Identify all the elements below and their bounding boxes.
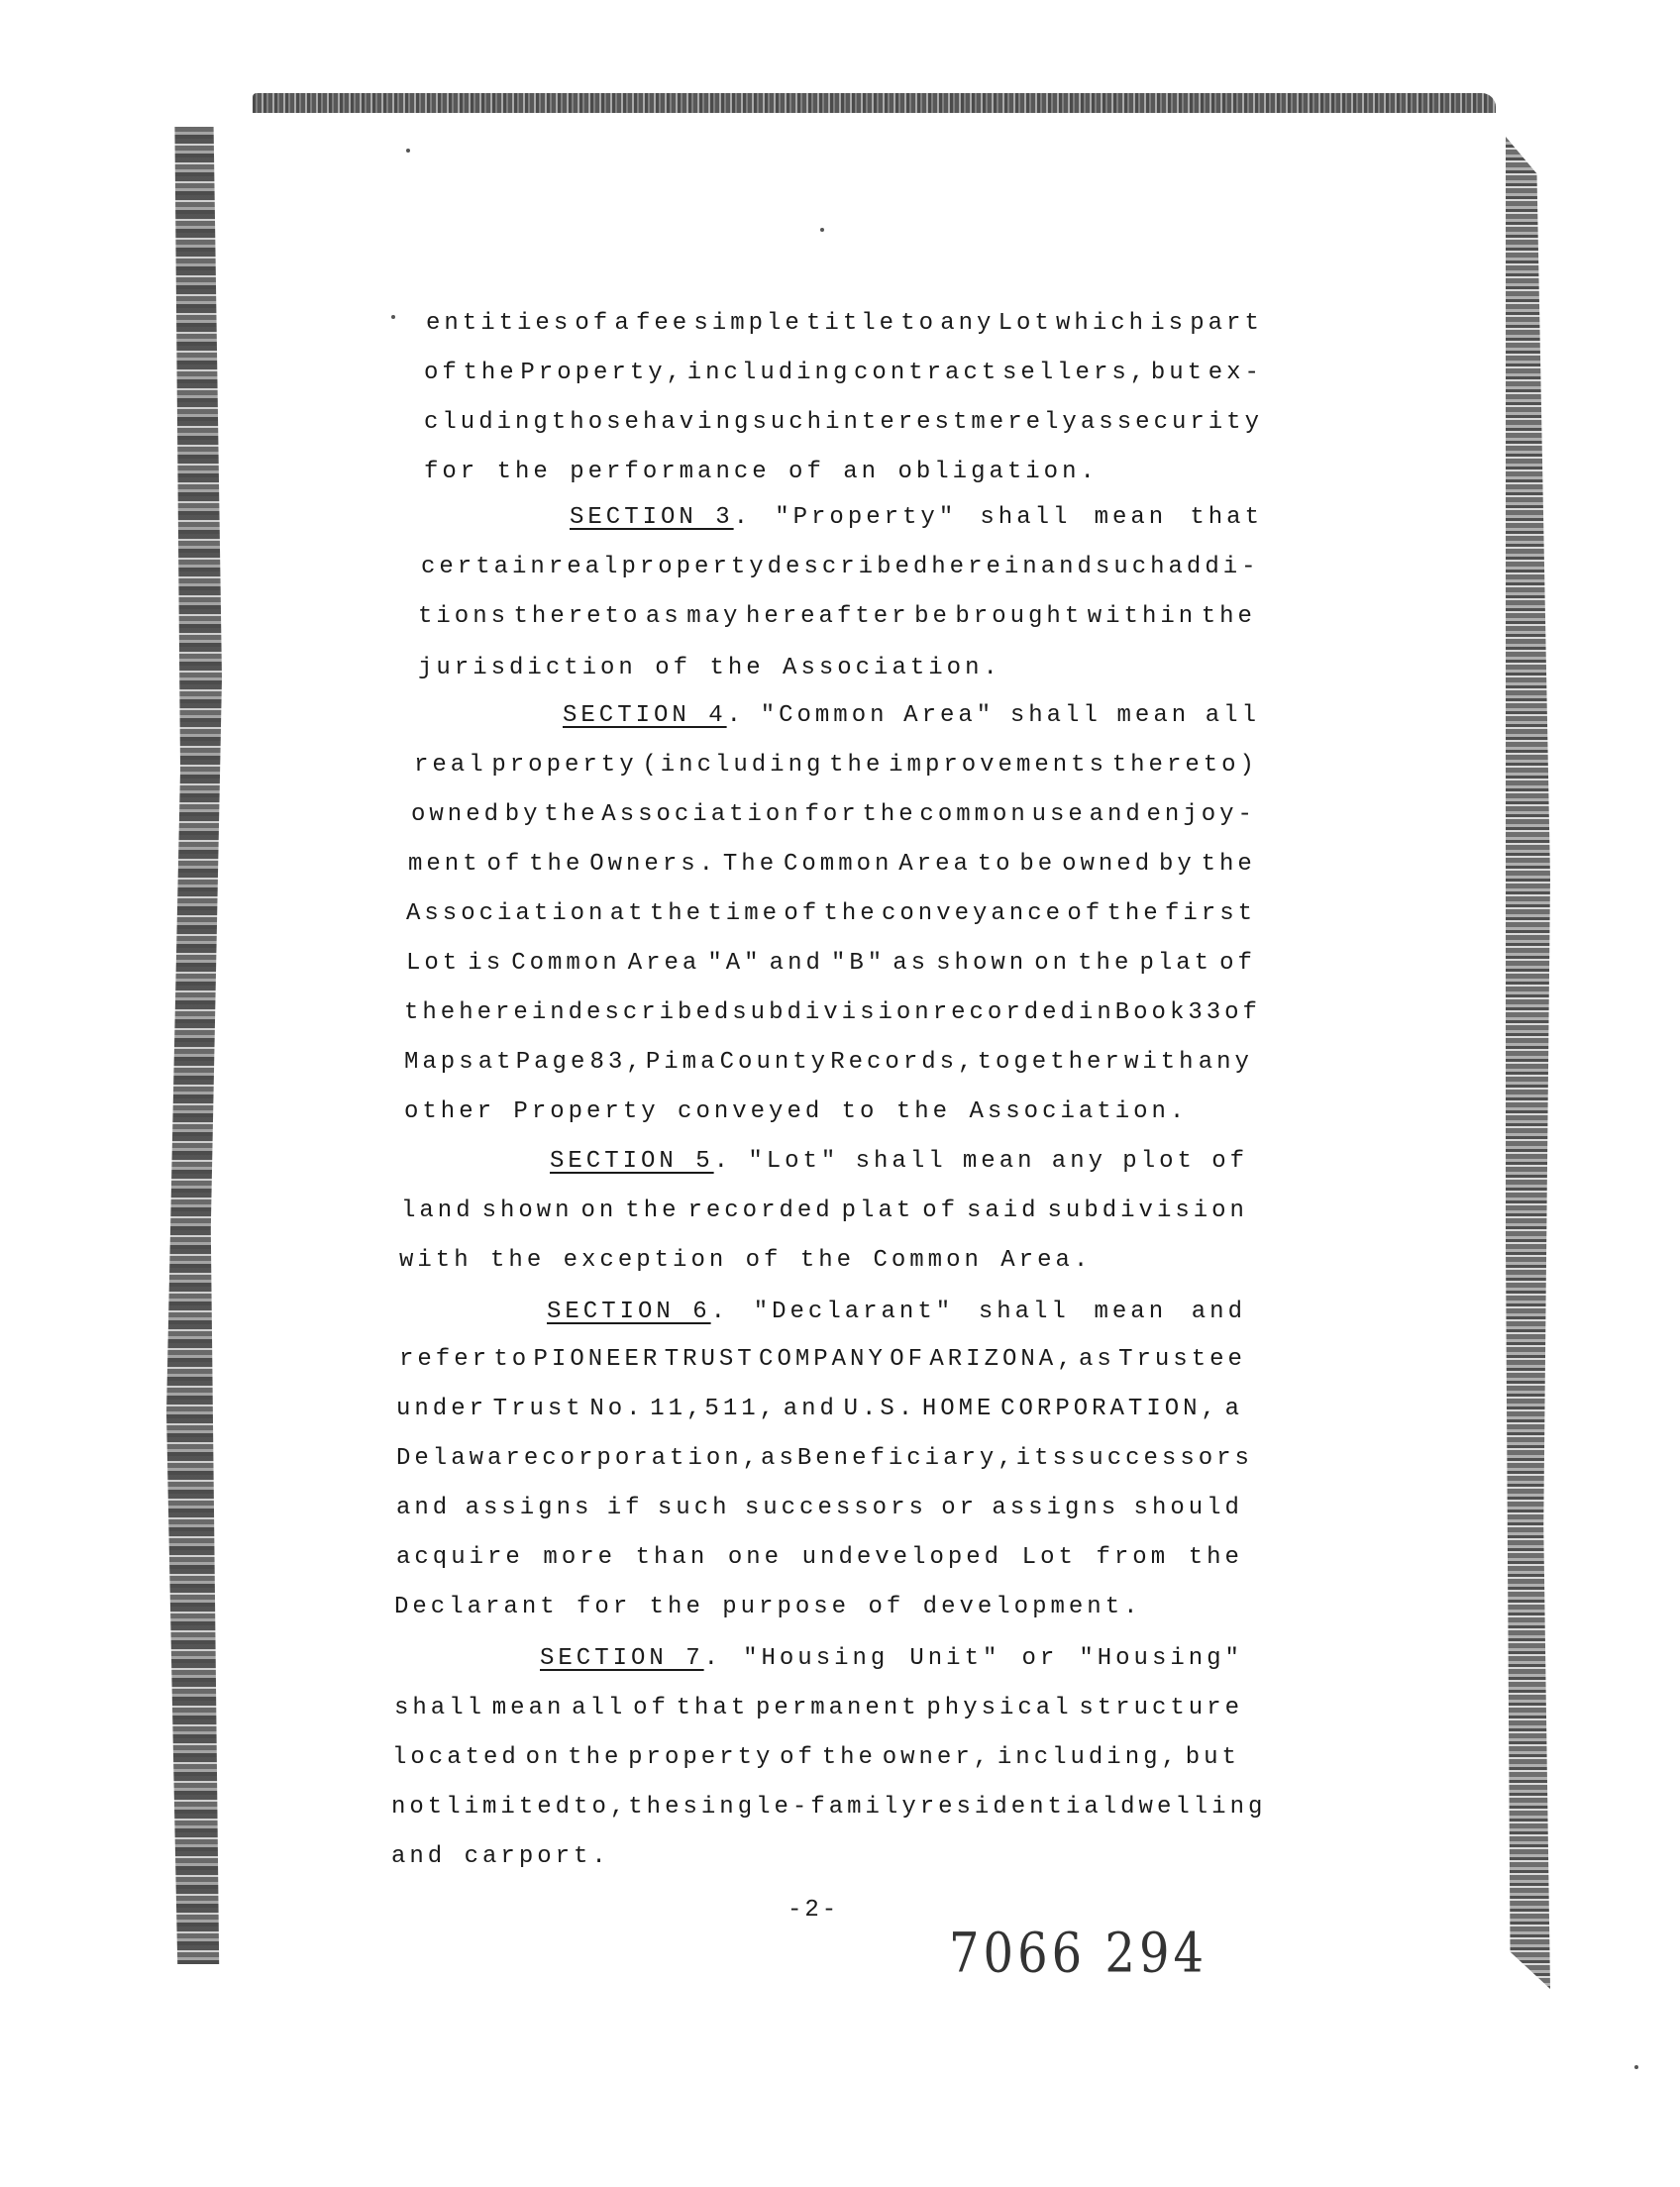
word: cluding [424, 409, 552, 436]
word: "Property" [775, 504, 958, 531]
word: single-family [682, 1794, 920, 1821]
document-line [424, 408, 1263, 438]
section-heading: SECTION 3. [570, 504, 753, 531]
word: the [1201, 851, 1256, 878]
word: should [1133, 1495, 1243, 1521]
word: the [628, 1794, 683, 1821]
word: The [722, 851, 779, 878]
word: part [1190, 310, 1263, 337]
word: OF [890, 1346, 927, 1373]
word: to [900, 310, 938, 337]
word: "B" [830, 950, 887, 977]
word: assigns [465, 1495, 593, 1521]
word: for [804, 801, 860, 828]
section-heading: SECTION 5. [550, 1148, 733, 1175]
word: the [821, 1744, 877, 1771]
word: such [1095, 554, 1169, 580]
word: from [1096, 1544, 1170, 1571]
word: dwelling [1120, 1794, 1267, 1821]
word: Area [898, 851, 972, 878]
word: the [1106, 900, 1162, 927]
word: brought [955, 603, 1084, 630]
word: mean [962, 1148, 1036, 1175]
word: Beneficiary, [796, 1445, 1016, 1472]
word: contract [854, 360, 1000, 386]
word: the [404, 999, 460, 1026]
word: such [752, 409, 826, 436]
word: mean [1094, 1299, 1168, 1325]
word: Book [1114, 999, 1189, 1026]
word: all [572, 1695, 627, 1721]
document-line [401, 1197, 1248, 1226]
word: described [767, 554, 932, 580]
word: Area [627, 950, 701, 977]
word: Unit" [909, 1645, 1001, 1672]
word: such [657, 1495, 731, 1521]
document-line [540, 1644, 1243, 1674]
word: the [625, 1198, 681, 1224]
word: under [396, 1396, 488, 1422]
word: recorded [932, 999, 1079, 1026]
word: CORPORATION, [1000, 1396, 1219, 1422]
word: all [1205, 702, 1260, 729]
word: the [463, 360, 518, 386]
word: Property, [520, 360, 685, 386]
document-line [563, 701, 1260, 731]
word: addi- [1168, 554, 1260, 580]
word: the [1078, 950, 1133, 977]
section-heading: SECTION 6. [547, 1299, 730, 1325]
word: is [1150, 310, 1188, 337]
word: as [761, 1445, 797, 1472]
word: interest [825, 409, 972, 436]
word: located [392, 1744, 520, 1771]
word: together [977, 1049, 1123, 1076]
word: to, [574, 1794, 629, 1821]
word: limited [446, 1794, 575, 1821]
word: property [628, 1744, 775, 1771]
word: "Lot" [748, 1148, 840, 1175]
word: refer [399, 1346, 491, 1373]
word: real [548, 554, 622, 580]
word: Maps [404, 1049, 477, 1076]
word: not [391, 1794, 447, 1821]
word: the [1188, 1544, 1243, 1571]
word: thereto [513, 603, 642, 630]
word: Page [515, 1049, 589, 1076]
word: use [1031, 801, 1087, 828]
word: shall [980, 504, 1072, 531]
scan-speck [1634, 2065, 1638, 2069]
word: mean [1116, 702, 1191, 729]
document-line [414, 751, 1258, 781]
word: Common [511, 950, 621, 977]
word: and [396, 1495, 452, 1521]
word: any [940, 310, 996, 337]
word: residential [919, 1794, 1121, 1821]
word: successors [1070, 1445, 1253, 1472]
word: thereto) [1111, 752, 1258, 779]
word: described [568, 999, 733, 1026]
section-heading: SECTION 7. [540, 1645, 723, 1672]
word: any [1198, 1049, 1253, 1076]
document-line [550, 1147, 1248, 1177]
word: undeveloped [801, 1544, 1003, 1571]
word: first [1164, 900, 1256, 927]
word: COMPANY [759, 1346, 887, 1373]
word: by [504, 801, 542, 828]
word: or [941, 1495, 979, 1521]
word: owned [1062, 851, 1154, 878]
document-line [391, 1842, 610, 1872]
word: at [609, 900, 647, 927]
scan-right-edge [1506, 137, 1550, 1989]
word: one [727, 1544, 784, 1571]
word: common [919, 801, 1029, 828]
word: as [892, 950, 930, 977]
word: permanent [756, 1695, 920, 1721]
document-line [426, 309, 1263, 339]
scan-speck [820, 228, 824, 232]
word: "Common [760, 702, 889, 729]
word: land [401, 1198, 474, 1224]
word: fee [636, 310, 691, 337]
word: of [486, 851, 524, 878]
word: the [1201, 603, 1256, 630]
word: plat [1139, 950, 1213, 977]
word: Lot [1021, 1544, 1077, 1571]
scan-speck [391, 315, 395, 319]
word: be [914, 603, 951, 630]
word: a [1224, 1396, 1243, 1422]
word: enjoy- [1146, 801, 1256, 828]
word: and [769, 950, 824, 977]
word: be [1019, 851, 1057, 878]
word: or [1021, 1645, 1059, 1672]
word: Association [406, 900, 607, 927]
word: jurisdiction of the Association. [418, 655, 1001, 681]
document-line [399, 1246, 1093, 1276]
document-line [406, 899, 1256, 929]
document-line [404, 1048, 1253, 1078]
document-line [394, 1593, 1142, 1622]
word: but [1185, 1744, 1240, 1771]
word: No. [589, 1396, 645, 1422]
word: plat [841, 1198, 915, 1224]
word: shall [978, 1299, 1070, 1325]
word: the [823, 900, 879, 927]
word: mean [1094, 504, 1168, 531]
word: Lot [998, 310, 1053, 337]
word: physical [926, 1695, 1073, 1721]
word: Records, [830, 1049, 977, 1076]
document-line [406, 949, 1256, 979]
word: Trustee [1118, 1346, 1246, 1373]
word: simple [693, 310, 803, 337]
word: TRUST [664, 1346, 756, 1373]
word: County [719, 1049, 830, 1076]
document-line [570, 503, 1263, 533]
page-number: -2- [788, 1897, 840, 1924]
word: but [1150, 360, 1207, 386]
word: and [1089, 801, 1144, 828]
word: 11,511, [650, 1396, 779, 1422]
scan-speck [406, 149, 410, 153]
word: entities [426, 310, 573, 337]
document-line [408, 850, 1256, 880]
word: that [1190, 504, 1263, 531]
word: and [1040, 554, 1096, 580]
word: security [1116, 409, 1263, 436]
word: improvements [889, 752, 1107, 779]
document-line [424, 458, 1099, 487]
word: as [1080, 409, 1117, 436]
scan-top-edge [253, 93, 1496, 113]
word: of [784, 900, 821, 927]
word: plot [1122, 1148, 1196, 1175]
word: Delaware [396, 1445, 543, 1472]
word: including, [997, 1744, 1180, 1771]
word: the [529, 851, 584, 878]
word: shown [936, 950, 1028, 977]
word: its [1015, 1445, 1071, 1472]
word: the [829, 752, 885, 779]
document-line [547, 1298, 1246, 1327]
word: ment [408, 851, 481, 878]
word: conveyance [881, 900, 1065, 927]
document-line [392, 1743, 1240, 1773]
recording-stamp: 7066 294 [949, 1921, 1208, 1986]
word: Pima [645, 1049, 719, 1076]
document-line [424, 359, 1263, 388]
word: property [621, 554, 768, 580]
word: merely [971, 409, 1081, 436]
word: on [580, 1198, 618, 1224]
word: by [1158, 851, 1196, 878]
word: owned [411, 801, 503, 828]
document-line [418, 654, 1001, 683]
word: having [642, 409, 753, 436]
word: which [1056, 310, 1148, 337]
word: Area" [903, 702, 996, 729]
word: of [575, 310, 612, 337]
word: at [477, 1049, 515, 1076]
word: 33 [1188, 999, 1225, 1026]
word: Lot [406, 950, 462, 977]
word: as [1078, 1346, 1115, 1373]
word: and [1191, 1299, 1246, 1325]
document-line [394, 1694, 1243, 1723]
word: Owners. [589, 851, 718, 878]
word: on [525, 1744, 563, 1771]
document-line [418, 602, 1256, 632]
word: real [414, 752, 487, 779]
word: in [1078, 999, 1115, 1026]
word: 83, [589, 1049, 645, 1076]
word: the [862, 801, 917, 828]
word: mean [491, 1695, 566, 1721]
word: "Declarant" [753, 1299, 955, 1325]
word: (including [642, 752, 825, 779]
word: "Housing" [1079, 1645, 1243, 1672]
word: ex- [1208, 360, 1263, 386]
section-heading: SECTION 4. [563, 702, 746, 729]
word: successors [744, 1495, 927, 1521]
word: of [424, 360, 461, 386]
document-line [396, 1444, 1253, 1474]
word: any [1051, 1148, 1107, 1175]
word: shall [394, 1695, 486, 1721]
document-line [399, 1345, 1246, 1375]
word: subdivision [1047, 1198, 1248, 1224]
word: Common [783, 851, 893, 878]
word: of [780, 1744, 816, 1771]
word: of [1224, 999, 1261, 1026]
word: HOME [921, 1396, 996, 1422]
word: said [966, 1198, 1040, 1224]
word: to [977, 851, 1014, 878]
word: Declarant for the purpose of development. [394, 1594, 1142, 1620]
word: time [707, 900, 782, 927]
word: "Housing [743, 1645, 890, 1672]
word: including [686, 360, 852, 386]
word: than [635, 1544, 709, 1571]
word: tions [418, 603, 510, 630]
word: of [633, 1695, 670, 1721]
word: "A" [707, 950, 763, 977]
word: shall [1009, 702, 1102, 729]
word: subdivision [732, 999, 933, 1026]
word: of [1219, 950, 1256, 977]
scan-left-edge [166, 127, 222, 1964]
word: assigns [992, 1495, 1120, 1521]
word: within [1087, 603, 1198, 630]
word: the [544, 801, 599, 828]
word: Trust [492, 1396, 584, 1422]
word: other Property conveyed to the Association. [404, 1098, 1189, 1125]
word: title [806, 310, 898, 337]
word: of [1067, 900, 1104, 927]
word: corporation, [542, 1445, 762, 1472]
document-line [396, 1543, 1243, 1573]
word: to [493, 1346, 531, 1373]
word: recorded [687, 1198, 834, 1224]
word: hereafter [745, 603, 910, 630]
document-line [396, 1395, 1243, 1424]
word: ARIZONA, [929, 1346, 1076, 1373]
word: owner, [882, 1744, 993, 1771]
word: shall [855, 1148, 947, 1175]
word: of [1211, 1148, 1248, 1175]
word: property [491, 752, 638, 779]
word: Association [601, 801, 802, 828]
document-line [421, 553, 1258, 582]
word: that [676, 1695, 750, 1721]
word: is [468, 950, 505, 977]
word: and carport. [391, 1843, 610, 1870]
word: the [568, 1744, 623, 1771]
word: shown [481, 1198, 574, 1224]
word: with the exception of the Common Area. [399, 1247, 1093, 1274]
word: herein [931, 554, 1041, 580]
word: acquire [396, 1544, 524, 1571]
word: the [649, 900, 705, 927]
document-line [404, 1097, 1189, 1127]
document-line [411, 800, 1256, 830]
word: those [551, 409, 643, 436]
word: may [686, 603, 742, 630]
word: herein [459, 999, 569, 1026]
document-line [396, 1494, 1243, 1523]
word: and [783, 1396, 838, 1422]
word: for the performance of an obligation. [424, 459, 1099, 485]
word: sellers, [1001, 360, 1149, 386]
word: PIONEER [533, 1346, 662, 1373]
document-line [391, 1793, 1267, 1822]
word: structure [1079, 1695, 1243, 1721]
word: more [543, 1544, 617, 1571]
word: with [1123, 1049, 1198, 1076]
word: a [614, 310, 633, 337]
document-line [404, 998, 1261, 1028]
word: certain [421, 554, 549, 580]
word: on [1034, 950, 1072, 977]
word: if [606, 1495, 644, 1521]
word: as [645, 603, 682, 630]
word: U.S. [843, 1396, 917, 1422]
word: of [922, 1198, 960, 1224]
